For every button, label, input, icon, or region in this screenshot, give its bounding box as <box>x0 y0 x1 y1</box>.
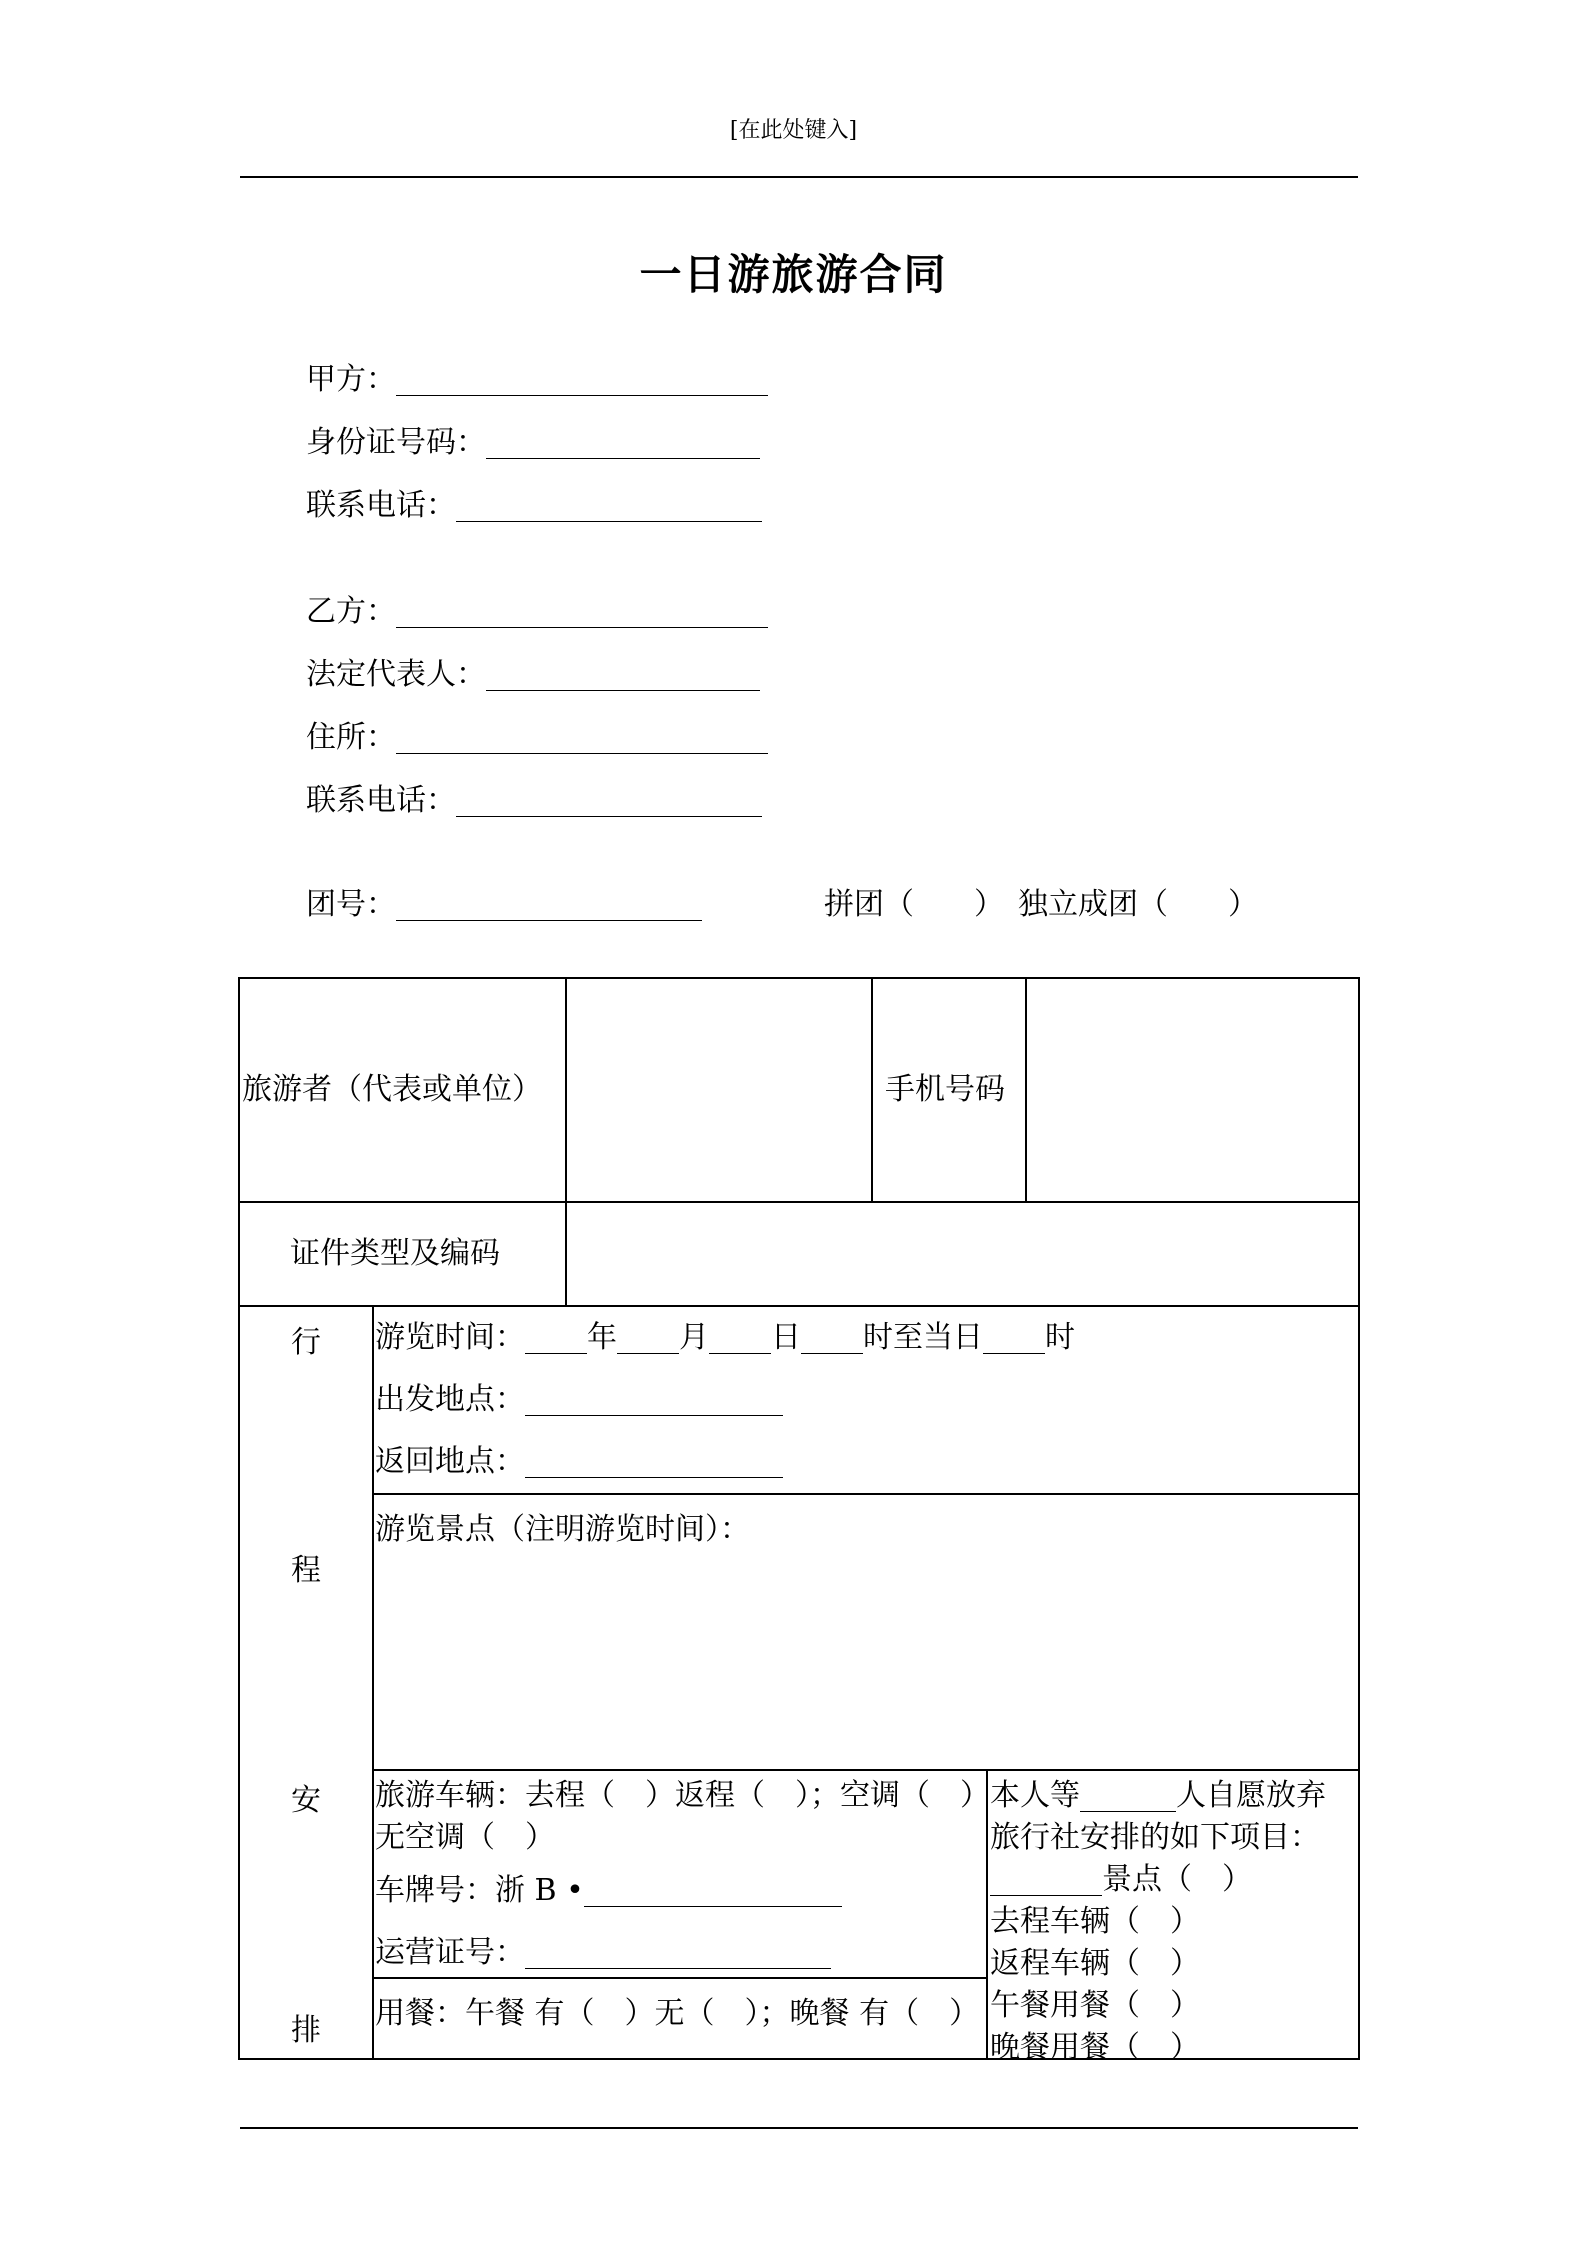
waiver-item[interactable]: 午餐用餐（ ） <box>990 1988 1200 2023</box>
waiver-count-field[interactable] <box>1080 1781 1176 1812</box>
header-rule <box>240 176 1358 178</box>
phone-field[interactable] <box>1027 979 1358 1201</box>
depart-label: 出发地点： <box>375 1382 525 1417</box>
meal-options[interactable]: 用餐：午餐 有（ ）无（ ）；晚餐 有（ ） <box>375 1996 980 2031</box>
start-hour-field[interactable] <box>801 1323 863 1354</box>
row-divider <box>372 1769 1358 1771</box>
no-ac-option[interactable]: 无空调（ ） <box>375 1820 555 1855</box>
row-divider <box>372 1493 1358 1495</box>
waiver-item[interactable]: 晚餐用餐（ ） <box>990 2030 1200 2065</box>
tourist-field[interactable] <box>567 979 871 1201</box>
party-a-phone-row <box>306 486 762 526</box>
party-a-name-field[interactable] <box>396 365 768 396</box>
document-title: 一日游旅游合同 <box>639 250 948 299</box>
return-field[interactable] <box>525 1447 783 1478</box>
waiver-sight-row <box>990 1860 1252 1900</box>
group-number-field[interactable] <box>396 890 702 921</box>
end-hour-field[interactable] <box>983 1323 1045 1354</box>
waiver-suffix: 人自愿放弃 <box>1176 1778 1326 1813</box>
col-divider <box>871 979 873 1203</box>
waiver-count-row <box>990 1776 1326 1816</box>
year-label: 年 <box>587 1320 617 1355</box>
party-b-rep-row <box>306 655 760 695</box>
combined-group-option[interactable]: 拼团（ ） <box>824 887 1004 922</box>
party-a-name-row <box>306 360 768 400</box>
month-field[interactable] <box>617 1323 679 1354</box>
tour-time-row <box>375 1318 1075 1358</box>
group-number-row <box>306 885 702 925</box>
party-b-name-label: 乙方： <box>306 594 396 629</box>
tour-time-label: 游览时间： <box>375 1320 525 1355</box>
day-field[interactable] <box>709 1323 771 1354</box>
independent-group-option[interactable]: 独立成团（ ） <box>1018 887 1258 922</box>
hour-to-label: 时至当日 <box>863 1320 983 1355</box>
itinerary-char: 排 <box>291 2013 321 2048</box>
party-a-phone-field[interactable] <box>456 491 762 522</box>
party-b-address-field[interactable] <box>396 723 768 754</box>
party-b-rep-field[interactable] <box>486 660 760 691</box>
hour-label: 时 <box>1045 1320 1075 1355</box>
month-label: 月 <box>679 1320 709 1355</box>
id-type-label: 证件类型及编码 <box>290 1236 500 1271</box>
itinerary-char: 安 <box>291 1783 321 1818</box>
party-b-phone-label: 联系电话： <box>306 783 456 818</box>
footer-rule <box>240 2127 1358 2129</box>
party-b-address-row <box>306 718 768 758</box>
party-b-phone-row <box>306 781 762 821</box>
tourist-label: 旅游者（代表或单位） <box>242 1072 542 1107</box>
vehicle-options[interactable]: 旅游车辆：去程（ ）返程（ ）；空调（ ） <box>375 1778 990 1813</box>
phone-label: 手机号码 <box>885 1072 1005 1107</box>
return-label: 返回地点： <box>375 1444 525 1479</box>
party-a-id-label: 身份证号码： <box>306 425 486 460</box>
sights-field[interactable] <box>374 1554 1358 1769</box>
day-label: 日 <box>771 1320 801 1355</box>
waiver-item[interactable]: 返程车辆（ ） <box>990 1946 1200 1981</box>
depart-row <box>375 1380 783 1420</box>
sights-label: 游览景点（注明游览时间）： <box>375 1512 750 1547</box>
year-field[interactable] <box>525 1323 587 1354</box>
party-b-name-row <box>306 592 768 632</box>
waiver-sight-field[interactable] <box>990 1865 1102 1896</box>
row-divider <box>240 1305 1358 1307</box>
license-row <box>375 1933 831 1973</box>
id-type-field[interactable] <box>567 1203 1358 1305</box>
waiver-prefix: 本人等 <box>990 1778 1080 1813</box>
itinerary-table <box>238 977 1360 2065</box>
group-number-label: 团号： <box>306 887 396 922</box>
party-b-rep-label: 法定代表人： <box>306 657 486 692</box>
depart-field[interactable] <box>525 1385 783 1416</box>
party-b-address-label: 住所： <box>306 720 396 755</box>
license-field[interactable] <box>525 1938 831 1969</box>
itinerary-char: 行 <box>291 1325 321 1360</box>
waiver-sight-option[interactable]: 景点（ ） <box>1102 1862 1252 1897</box>
party-b-name-field[interactable] <box>396 597 768 628</box>
license-label: 运营证号： <box>375 1935 525 1970</box>
plate-row <box>375 1871 842 1911</box>
party-a-id-row <box>306 423 760 463</box>
party-a-id-field[interactable] <box>486 428 760 459</box>
party-b-phone-field[interactable] <box>456 786 762 817</box>
waiver-intro: 旅行社安排的如下项目： <box>990 1820 1320 1855</box>
plate-field[interactable] <box>584 1876 842 1907</box>
waiver-item[interactable]: 去程车辆（ ） <box>990 1904 1200 1939</box>
plate-label: 车牌号：浙 B • <box>375 1873 584 1908</box>
party-a-name-label: 甲方： <box>306 362 396 397</box>
party-a-phone-label: 联系电话： <box>306 488 456 523</box>
row-divider <box>372 1977 986 1979</box>
return-row <box>375 1442 783 1482</box>
page-header: [在此处键入] <box>729 118 858 143</box>
itinerary-char: 程 <box>291 1553 321 1588</box>
